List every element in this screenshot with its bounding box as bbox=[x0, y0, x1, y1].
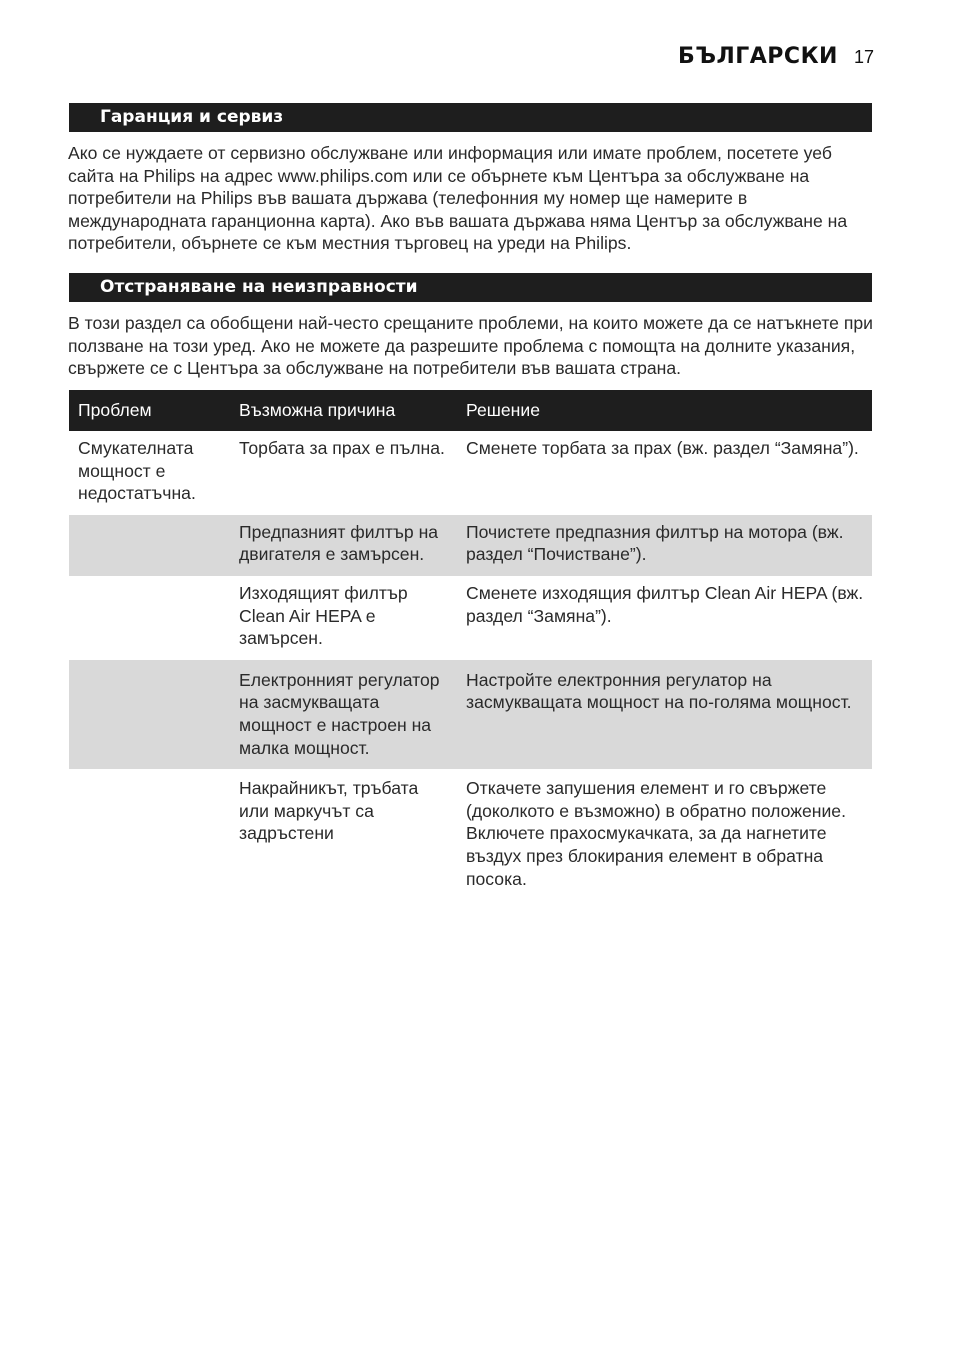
problem-cell bbox=[69, 769, 230, 900]
problem-cell: Смукателната мощност е недостатъчна. bbox=[78, 438, 196, 504]
solution-cell: Откачете запушения елемент и го свържете (доколкото е възможно) в обратно положение. Включете прахосмукачката, за да нагнетите въздух през блокирания елемент в обратна посока. bbox=[466, 778, 846, 889]
troubleshooting-paragraph: В този раздел са обобщени най-често срещаните проблеми, на които можете да се натъкнете при ползване на този уред. Ако не можете да разрешите проблема с помощта на долните указания, свържете се с Центъра за обслужване на потребители във вашата страна. bbox=[68, 313, 873, 379]
header-solution: Решение bbox=[457, 390, 872, 431]
solution-cell: Настройте електронния регулатор на засмукващата мощност на по-голяма мощност. bbox=[457, 660, 872, 769]
table-header-row bbox=[69, 390, 872, 431]
problem-cell bbox=[69, 515, 230, 576]
section-heading-warranty: Гаранция и сервиз bbox=[69, 103, 872, 132]
solution-cell: Почистете предпазния филтър на мотора (вж. раздел “Почистване”). bbox=[457, 515, 872, 576]
table-row bbox=[69, 660, 872, 769]
section-heading-troubleshooting: Отстраняване на неизправности bbox=[69, 273, 872, 302]
troubleshooting-table bbox=[69, 390, 872, 900]
warranty-paragraph: Ако се нуждаете от сервизно обслужване или информация или имате проблем, посетете уеб сайта на Philips на адрес www.philips.com или се обърнете към Центъра за обслужване на потребители на Philips във вашата държава (телефонния му номер ще намерите в международната гаранционна карта). Ако във вашата държава няма Център за обслужване на потребители, обърнете се към местния търговец на уреди на Philips. bbox=[68, 143, 848, 254]
language-title: БЪЛГАРСКИ bbox=[678, 44, 838, 69]
table-row bbox=[69, 576, 872, 660]
cause-cell: Накрайникът, тръбата или маркучът са задръстени bbox=[239, 778, 419, 844]
cause-cell: Електронният регулатор на засмукващата мощност е настроен на малка мощност. bbox=[230, 660, 457, 769]
solution-cell: Сменете торбата за прах (вж. раздел “Замяна”). bbox=[466, 438, 859, 458]
page-header bbox=[678, 44, 874, 69]
cause-cell: Торбата за прах е пълна. bbox=[239, 438, 445, 458]
header-problem: Проблем bbox=[69, 390, 230, 431]
problem-cell bbox=[69, 660, 230, 769]
table-row bbox=[69, 431, 872, 515]
table-row bbox=[69, 769, 872, 900]
solution-cell: Сменете изходящия филтър Clean Air HEPA (вж. раздел “Замяна”). bbox=[466, 582, 864, 626]
problem-cell bbox=[69, 576, 230, 660]
table-row bbox=[69, 515, 872, 576]
header-cause: Възможна причина bbox=[230, 390, 457, 431]
page-number: 17 bbox=[853, 47, 874, 67]
cause-cell: Изходящият филтър Clean Air HEPA е замърсен. bbox=[239, 582, 408, 649]
cause-cell: Предпазният филтър на двигателя е замърсен. bbox=[230, 515, 457, 576]
